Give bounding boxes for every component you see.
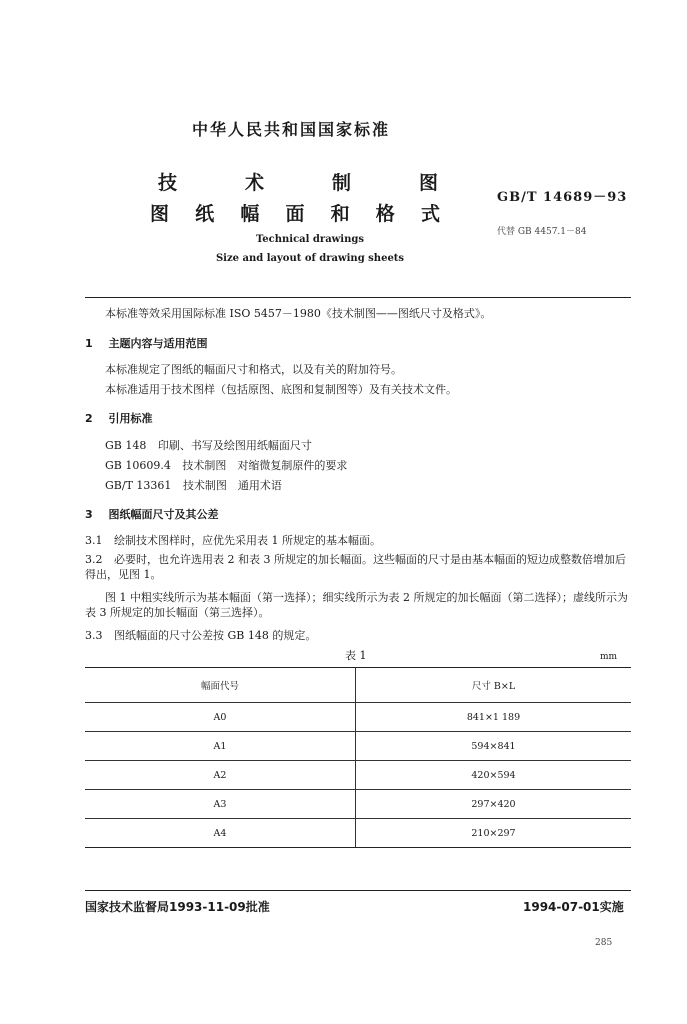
- footer-divider: [85, 890, 631, 891]
- table-caption: 表 1: [345, 649, 367, 662]
- reference-title: 技术制图 对缩微复制原件的要求: [182, 459, 348, 472]
- english-title-line-1: Technical drawings: [256, 234, 364, 245]
- table-row: [85, 761, 631, 790]
- table-unit: mm: [600, 652, 618, 662]
- clause-3-2: [85, 552, 631, 582]
- clause-3-3: [85, 628, 316, 643]
- section-title: 引用标准: [108, 412, 153, 425]
- title-char: 技: [158, 172, 178, 194]
- reference-code: GB 148: [105, 439, 147, 452]
- table-cell: A0: [85, 703, 356, 732]
- english-title-line-2: Size and layout of drawing sheets: [215, 253, 405, 264]
- section-number: 1: [85, 337, 93, 350]
- title-char: 和: [330, 203, 350, 225]
- section-title: 图纸幅面尺寸及其公差: [108, 508, 219, 521]
- intro-text: 本标准等效采用国际标准 ISO 5457－1980《技术制图——图纸尺寸及格式》。: [105, 307, 492, 320]
- title-char: 图: [418, 172, 438, 194]
- clause-3-1: [85, 533, 381, 548]
- page-number: 285: [595, 938, 613, 948]
- table-cell: 594×841: [356, 732, 632, 761]
- table-row: [85, 703, 631, 732]
- clause-number: 3.2: [85, 553, 103, 566]
- reference-code: GB 10609.4: [105, 459, 171, 472]
- title-line-1: [158, 168, 438, 195]
- section-number: 2: [85, 412, 93, 425]
- column-header: 尺寸 B×L: [356, 668, 632, 703]
- section-2-heading: [85, 410, 153, 426]
- reference-item: [105, 478, 282, 493]
- table-row: [85, 790, 631, 819]
- clause-text: 必要时，也允许选用表 2 和表 3 所规定的加长幅面。这些幅面的尺寸是由基本幅面的短边成整数倍增加后得出，见图 1。: [85, 553, 626, 581]
- column-header: 幅面代号: [85, 668, 356, 703]
- section-1-heading: [85, 335, 208, 351]
- clause-number: 3.1: [85, 534, 103, 547]
- section-title: 主题内容与适用范围: [108, 337, 208, 350]
- section-1-paragraph: 本标准规定了图纸的幅面尺寸和格式，以及有关的附加符号。: [105, 363, 402, 376]
- reference-item: [105, 438, 312, 453]
- reference-title: 印刷、书写及绘图用纸幅面尺寸: [157, 439, 312, 452]
- title-line-2: [150, 199, 440, 226]
- clause-text: 图纸幅面的尺寸公差按 GB 148 的规定。: [114, 629, 317, 642]
- figure-note: 图 1 中粗实线所示为基本幅面（第一选择）；细实线所示为表 2 所规定的加长幅面（第二选择）；虚线所示为表 3 所规定的加长幅面（第三选择）。: [85, 591, 628, 619]
- title-char: 术: [244, 172, 264, 194]
- section-3-heading: [85, 506, 219, 522]
- header-divider: [85, 297, 631, 298]
- section-1-paragraph: 本标准适用于技术图样（包括原图、底图和复制图等）及有关技术文件。: [105, 383, 457, 396]
- reference-item: [105, 458, 347, 473]
- title-char: 式: [420, 203, 440, 225]
- table-header-row: [85, 668, 631, 703]
- table-row: [85, 819, 631, 848]
- table-cell: A3: [85, 790, 356, 819]
- table-cell: A4: [85, 819, 356, 848]
- section-number: 3: [85, 508, 93, 521]
- clause-text: 绘制技术图样时，应优先采用表 1 所规定的基本幅面。: [114, 534, 381, 547]
- standard-code: GB/T 14689－93: [497, 190, 628, 205]
- table-cell: A1: [85, 732, 356, 761]
- table-cell: 420×594: [356, 761, 632, 790]
- table-cell: 210×297: [356, 819, 632, 848]
- table-cell: 297×420: [356, 790, 632, 819]
- table-cell: A2: [85, 761, 356, 790]
- approval-date: 国家技术监督局1993-11-09批准: [85, 900, 270, 914]
- national-standard-label: 中华人民共和国国家标准: [191, 120, 390, 139]
- title-char: 纸: [195, 203, 215, 225]
- reference-title: 技术制图 通用术语: [182, 479, 282, 492]
- title-char: 图: [150, 203, 170, 225]
- clause-number: 3.3: [85, 629, 103, 642]
- title-char: 制: [331, 172, 351, 194]
- table-cell: 841×1 189: [356, 703, 632, 732]
- title-char: 格: [375, 203, 395, 225]
- size-table: [85, 667, 631, 848]
- title-char: 面: [285, 203, 305, 225]
- effective-date: 1994-07-01实施: [523, 900, 624, 914]
- title-char: 幅: [240, 203, 260, 225]
- table-row: [85, 732, 631, 761]
- replaces-note: 代替 GB 4457.1－84: [497, 227, 587, 237]
- reference-code: GB/T 13361: [105, 479, 172, 492]
